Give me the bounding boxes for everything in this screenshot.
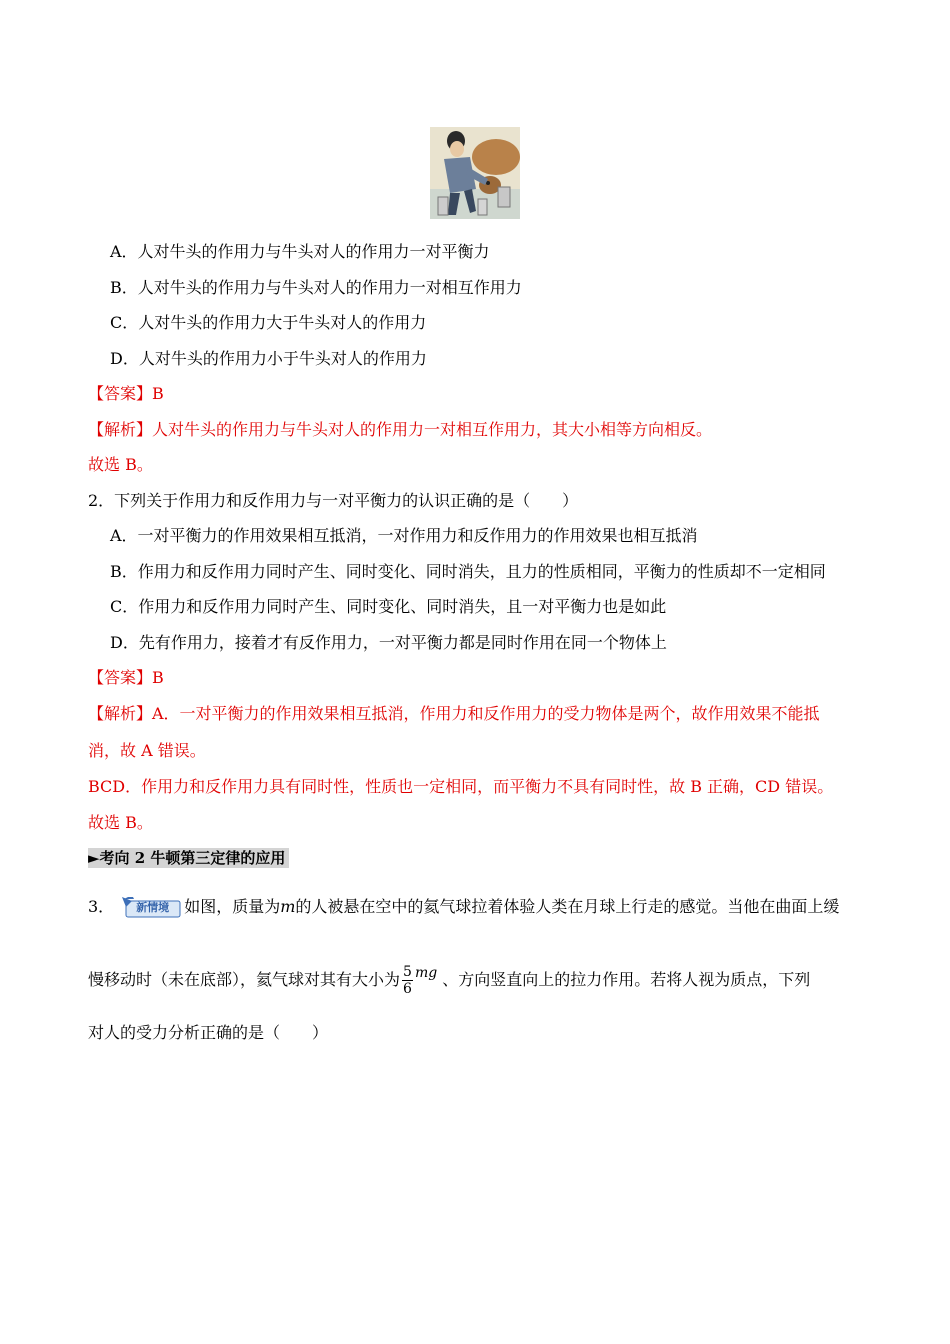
q3-line3: 对人的受力分析正确的是（ ）: [88, 1023, 329, 1042]
q2-stem: 2．下列关于作用力和反作用力与一对平衡力的认识正确的是（ ）: [88, 491, 579, 510]
q3-line2-a: 慢移动时（未在底部），氦气球对其有大小为: [88, 970, 401, 989]
q1-option-a: A．人对牛头的作用力与牛头对人的作用力一对平衡力: [110, 242, 490, 261]
q3-number: 3．: [88, 897, 115, 916]
q2-analysis-line3: BCD．作用力和反作用力具有同时性，性质也一定相同，而平衡力不具有同时性，故 B 正确，CD 错误。: [88, 777, 834, 796]
q3-line1: [88, 895, 839, 919]
q3-text-a: 如图，质量为: [184, 897, 281, 916]
mass-variable: m: [280, 897, 296, 916]
cartoon-man-pushing-cow-icon: [430, 127, 520, 219]
q2-option-c: C．作用力和反作用力同时产生、同时变化、同时消失，且一对平衡力也是如此: [110, 597, 667, 616]
q3-line2-b: 、方向竖直向上的拉力作用。若将人视为质点，下列: [442, 970, 811, 989]
q3-text-b: 的人被悬在空中的氦气球拉着体验人类在月球上行走的感觉。当他在曲面上缓: [295, 897, 840, 916]
q2-option-d: D．先有作用力，接着才有反作用力，一对平衡力都是同时作用在同一个物体上: [110, 633, 667, 652]
q2-option-b: B．作用力和反作用力同时产生、同时变化、同时消失，且力的性质相同，平衡力的性质却不一定相同: [110, 562, 826, 581]
q1-conclusion: 故选 B。: [88, 455, 153, 474]
q2-conclusion: 故选 B。: [88, 813, 153, 832]
q2-analysis-line1: 【解析】A．一对平衡力的作用效果相互抵消，作用力和反作用力的受力物体是两个，故作用效果不能抵: [88, 704, 820, 723]
five-sixths-fraction: $\frac{5}{6}$: [403, 964, 412, 997]
q2-option-a: A．一对平衡力的作用效果相互抵消，一对作用力和反作用力的作用效果也相互抵消: [110, 526, 698, 545]
mg-term: mg: [414, 965, 438, 981]
q1-option-d: D．人对牛头的作用力小于牛头对人的作用力: [110, 349, 427, 368]
section-heading: ►考向 2 牛顿第三定律的应用: [88, 848, 289, 868]
q3-line2: [88, 958, 810, 1003]
q2-analysis-line2: 消，故 A 错误。: [88, 741, 206, 760]
q1-option-c: C．人对牛头的作用力大于牛头对人的作用力: [110, 313, 427, 332]
q1-answer: 【答案】B: [88, 384, 164, 403]
q1-option-b: B．人对牛头的作用力与牛头对人的作用力一对相互作用力: [110, 278, 522, 297]
new-context-badge: 新情境: [122, 897, 182, 919]
q1-analysis: 【解析】人对牛头的作用力与牛头对人的作用力一对相互作用力，其大小相等方向相反。: [88, 420, 713, 439]
q2-answer: 【答案】B: [88, 668, 164, 687]
